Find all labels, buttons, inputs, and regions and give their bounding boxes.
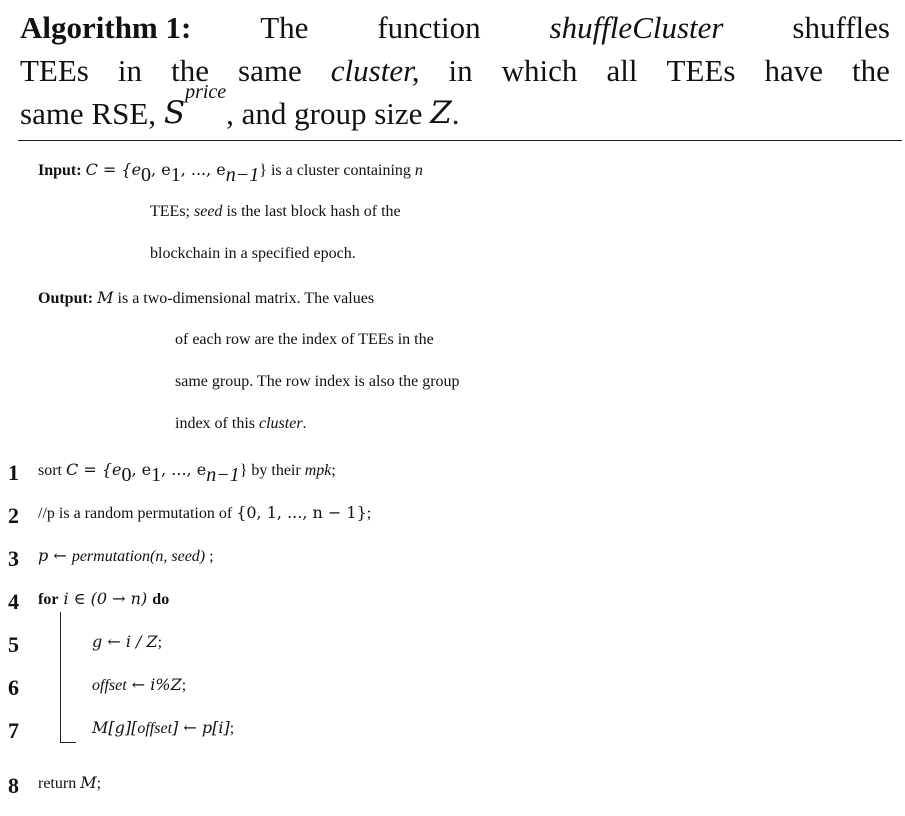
caption-word: the: [852, 53, 890, 88]
code-text: } by their: [239, 462, 305, 479]
step-3: [38, 536, 214, 577]
output-label: Output:: [38, 290, 94, 307]
permutation-call: permutation(n, seed): [71, 548, 206, 565]
seed-word: seed: [194, 203, 223, 220]
subscript: 1: [170, 164, 181, 186]
input-line-2: [150, 192, 401, 232]
s-price-symbol: S: [163, 95, 186, 131]
output-line-2: [175, 320, 434, 360]
caption-word: which: [501, 53, 578, 88]
return-keyword: return: [38, 775, 81, 792]
math-text: , e: [151, 160, 171, 179]
output-line-4: [175, 404, 307, 444]
caption-word: TEEs: [666, 53, 736, 88]
step-6: [92, 665, 186, 706]
loop-bracket-foot: [60, 742, 76, 743]
index-set: {0, 1, ..., n − 1}: [236, 503, 367, 522]
step-number: 3: [8, 546, 19, 571]
subscript: n−1: [206, 464, 240, 486]
caption-text: , and group size: [226, 96, 431, 131]
loop-range: i ∈ (0 → n): [58, 589, 153, 608]
s-price-subscript: price: [185, 81, 227, 103]
code-text: ;: [181, 677, 187, 694]
assign-arrow: ←: [48, 546, 72, 565]
function-name: shuffleCluster: [549, 10, 724, 45]
input-line-1: [38, 150, 423, 191]
subscript: n−1: [225, 164, 260, 186]
cluster-set: C = {e: [85, 160, 142, 179]
code-text: ;: [157, 634, 163, 651]
p-variable: p: [38, 546, 49, 565]
code-text: ;: [96, 775, 102, 792]
step-1: [38, 450, 336, 491]
caption-word: shuffles: [792, 10, 890, 45]
code-text: ;: [331, 462, 336, 479]
input-text: blockchain in a specified epoch.: [150, 245, 356, 262]
step-number: 1: [8, 460, 19, 485]
output-text: same group. The row index is also the group: [175, 373, 460, 390]
for-keyword: for: [38, 591, 59, 608]
mpk-word: mpk: [304, 462, 332, 479]
step-number: 6: [8, 675, 19, 700]
step-5: [92, 622, 162, 663]
step-number: 5: [8, 632, 19, 657]
loop-bracket-line: [60, 612, 61, 742]
code-text: sort: [38, 462, 66, 479]
matrix-symbol: M: [80, 773, 97, 792]
output-text: of each row are the index of TEEs in the: [175, 331, 434, 348]
offset-variable: offset: [137, 720, 173, 737]
do-keyword: do: [152, 591, 170, 608]
output-text: is a two-dimensional matrix. The values: [113, 290, 375, 307]
step-number: 2: [8, 503, 19, 528]
math-text: ] ← p[i]: [172, 718, 230, 737]
caption-word: the: [171, 53, 209, 88]
step-7: [92, 708, 234, 749]
caption-line-2: [20, 49, 890, 92]
math-text: , e: [131, 460, 152, 479]
caption-line-1: [20, 6, 890, 49]
input-label: Input:: [38, 162, 82, 179]
step-number: 8: [8, 773, 19, 798]
input-line-3: [150, 234, 356, 274]
group-size-symbol: Z: [430, 95, 452, 131]
output-line-3: [175, 362, 460, 402]
caption-word: cluster,: [330, 53, 420, 88]
matrix-symbol: M: [92, 718, 109, 737]
math-text: , ..., e: [161, 460, 207, 479]
math-text: [g][: [108, 718, 138, 737]
step-2: [38, 493, 371, 534]
cluster-word: cluster: [259, 415, 303, 432]
code-text: ;: [366, 505, 372, 522]
caption-word: all: [606, 53, 638, 88]
math-text: ← i%: [126, 675, 171, 694]
subscript: 0: [121, 464, 132, 486]
group-size-symbol: Z: [146, 632, 158, 651]
step-number: 7: [8, 718, 19, 743]
caption-word: function: [377, 10, 481, 45]
caption-word: in: [448, 53, 473, 88]
math-text: ← i /: [102, 632, 147, 651]
matrix-symbol: M: [97, 288, 114, 307]
caption-word: TEEs: [20, 53, 89, 88]
caption-line-3: [20, 81, 890, 135]
subscript: 0: [141, 164, 152, 186]
caption-word: same: [238, 53, 302, 88]
caption-text: same RSE,: [20, 96, 164, 131]
g-variable: g: [92, 632, 103, 651]
input-text: is the last block hash of the: [222, 203, 401, 220]
input-text: } is a cluster containing: [259, 162, 415, 179]
code-text: ;: [229, 720, 235, 737]
caption-word: have: [764, 53, 823, 88]
step-number: 4: [8, 589, 19, 614]
caption-rule: [18, 140, 902, 141]
input-text: TEEs;: [150, 203, 194, 220]
caption-text: .: [451, 96, 460, 131]
output-line-1: [38, 278, 374, 319]
math-text: , ..., e: [180, 160, 226, 179]
comment-text: //p is a random permutation of: [38, 505, 237, 522]
code-text: ;: [205, 548, 214, 565]
caption-word: in: [117, 53, 143, 88]
algorithm-caption: [20, 6, 890, 135]
offset-variable: offset: [92, 677, 127, 694]
caption-word: The: [260, 10, 309, 45]
algorithm-label: Algorithm 1:: [20, 10, 192, 45]
output-text: .: [302, 415, 307, 432]
step-8: [38, 763, 101, 804]
n-symbol: n: [414, 162, 423, 179]
subscript: 1: [151, 464, 162, 486]
cluster-set: C = {e: [66, 460, 122, 479]
output-text: index of this: [175, 415, 259, 432]
step-4: [38, 579, 169, 620]
group-size-symbol: Z: [170, 675, 182, 694]
